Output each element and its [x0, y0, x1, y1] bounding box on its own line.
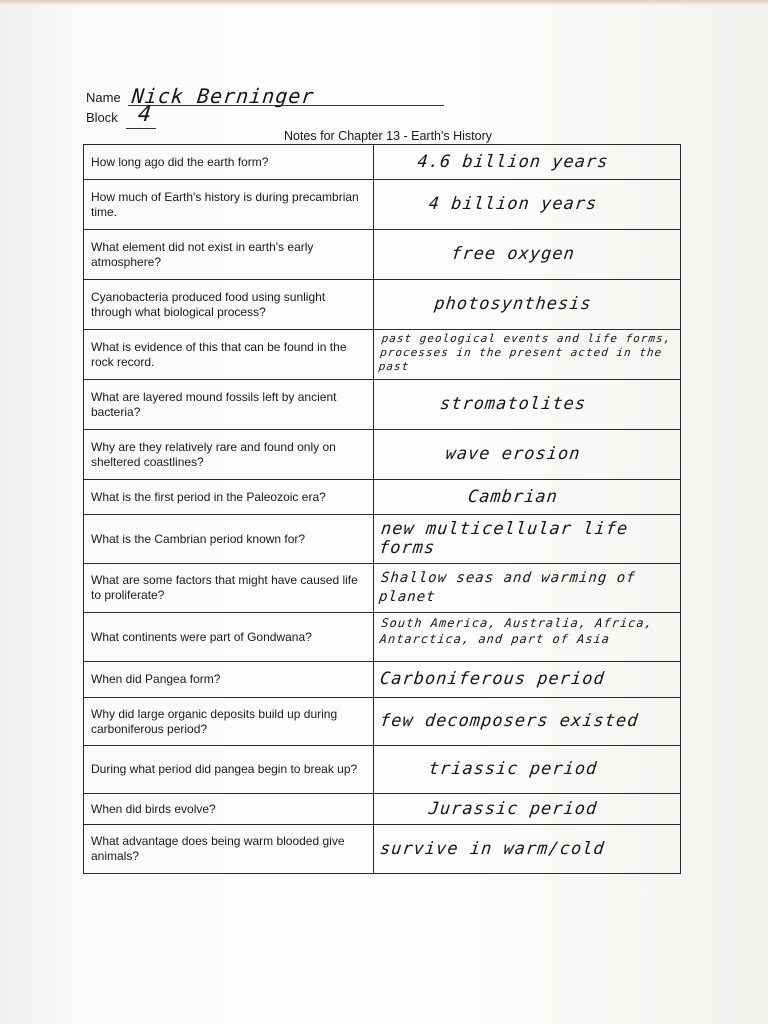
name-handwriting: Nick Berninger	[130, 84, 316, 108]
table-row	[84, 515, 680, 564]
question-text: Why are they relatively rare and found only on sheltered coastlines?	[91, 439, 336, 469]
question-text: What element did not exist in earth's early atmosphere?	[91, 239, 314, 269]
table-row	[84, 613, 680, 662]
block-label: Block	[86, 110, 118, 125]
answer-handwriting: 4.6 billion years	[416, 151, 610, 172]
answer-handwriting: 4 billion years	[427, 194, 599, 214]
question-text: What advantage does being warm blooded give animals?	[91, 834, 345, 863]
notes-table	[83, 144, 681, 874]
table-row	[84, 480, 680, 515]
worksheet-title: Notes for Chapter 13 - Earth's History	[283, 129, 493, 143]
answer-handwriting: photosynthesis	[433, 294, 593, 314]
question-text: What is the first period in the Paleozoic era?	[91, 489, 326, 504]
block-handwriting: 4	[136, 102, 154, 127]
table-row	[84, 564, 680, 613]
answer-handwriting: South America, Australia, Africa, Antarctica, and part of Asia	[379, 616, 654, 646]
question-text: How much of Earth's history is during precambrian time.	[91, 189, 359, 219]
table-row	[84, 280, 680, 330]
table-row	[84, 230, 680, 280]
table-row	[84, 430, 680, 480]
table-row	[84, 380, 680, 430]
answer-handwriting: few decomposers existed	[379, 711, 640, 731]
paper-edge-shadow	[0, 0, 768, 6]
question-text: What are layered mound fossils left by ancient bacteria?	[91, 389, 337, 419]
table-row	[84, 698, 680, 746]
answer-handwriting: survive in warm/cold	[379, 838, 606, 859]
answer-handwriting: triassic period	[427, 759, 599, 779]
answer-handwriting: stromatolites	[438, 394, 588, 414]
table-row	[84, 662, 680, 698]
name-field	[86, 86, 386, 108]
question-text: What continents were part of Gondwana?	[91, 629, 312, 644]
block-field	[86, 102, 206, 130]
question-text: During what period did pangea begin to break up?	[91, 762, 358, 776]
table-row	[84, 180, 680, 230]
answer-handwriting: Carboniferous period	[379, 669, 606, 689]
table-row	[84, 330, 680, 380]
question-text: How long ago did the earth form?	[91, 154, 269, 169]
answer-handwriting: Cambrian	[467, 486, 560, 507]
answer-handwriting: wave erosion	[444, 444, 582, 464]
question-text: When did Pangea form?	[91, 672, 221, 686]
name-label: Name	[86, 90, 121, 105]
answer-handwriting: Jurassic period	[427, 798, 599, 819]
answer-handwriting: new multicellular life forms	[378, 519, 630, 558]
question-text: What is the Cambrian period known for?	[91, 531, 306, 546]
question-text: Why did large organic deposits build up during carboniferous period?	[91, 706, 338, 736]
answer-handwriting: Shallow seas and warming of planet	[378, 570, 637, 605]
answer-handwriting: free oxygen	[450, 244, 576, 264]
table-row	[84, 794, 680, 825]
answer-handwriting: past geological events and life forms, processes in the present acted in the past	[378, 332, 673, 373]
question-text: What are some factors that might have caused life to proliferate?	[91, 573, 358, 602]
table-row	[84, 825, 680, 873]
table-row	[84, 145, 680, 180]
question-text: What is evidence of this that can be found in the rock record.	[91, 339, 347, 369]
question-text: Cyanobacteria produced food using sunlight through what biological process?	[91, 289, 326, 319]
table-row	[84, 746, 680, 794]
question-text: When did birds evolve?	[91, 801, 216, 816]
